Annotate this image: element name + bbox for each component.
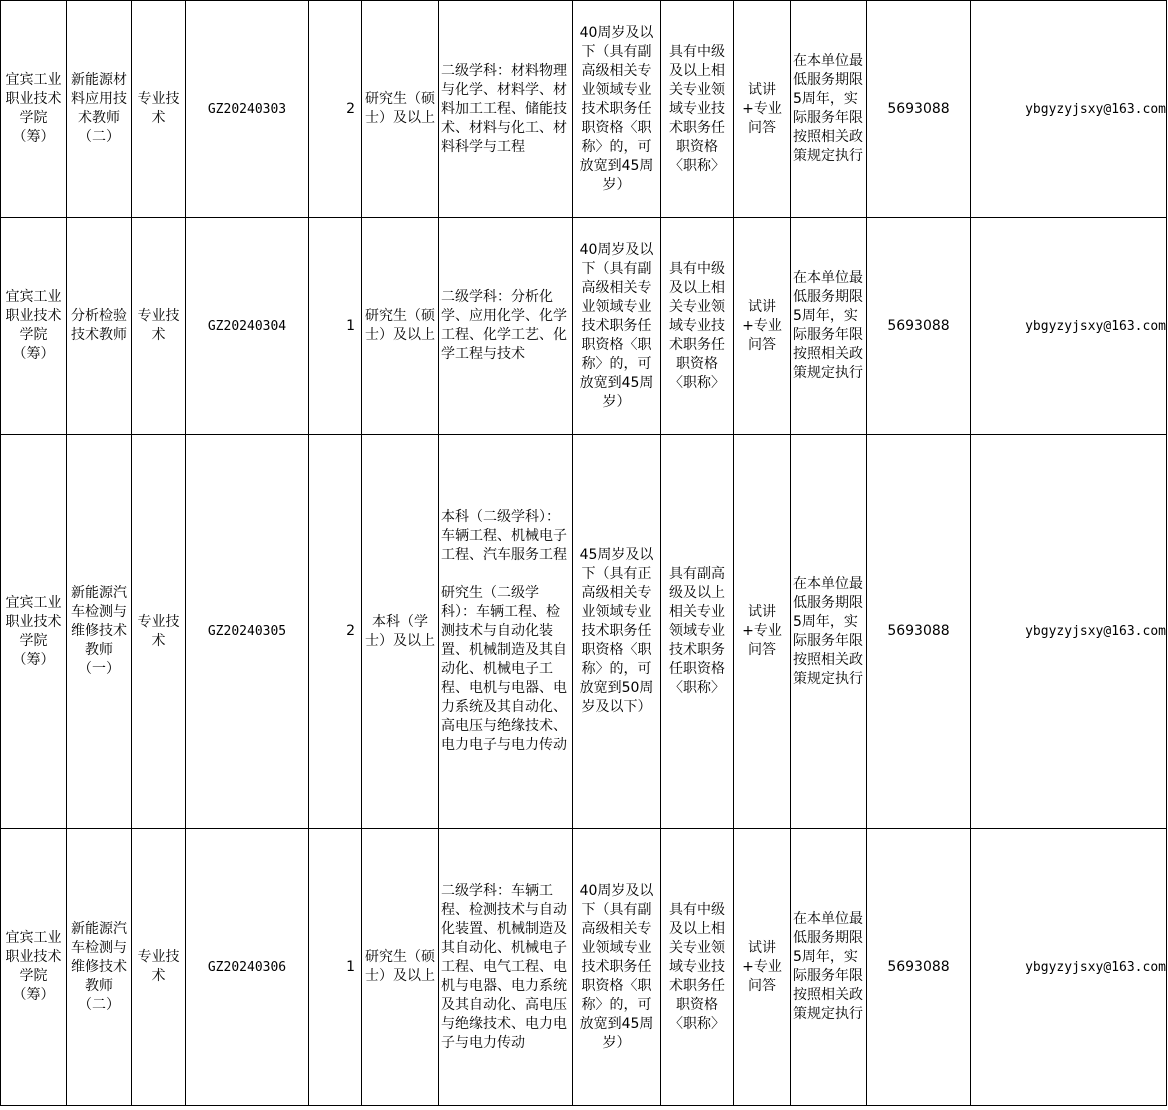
table-row xyxy=(1,1,1167,218)
qualification-cell: 具有中级及以上相关专业领域专业技术职务任职资格〈职称〉 xyxy=(661,829,734,1106)
email-cell: ybgyzyjsxy@163.com xyxy=(971,435,1167,829)
position-code-cell: GZ20240305 xyxy=(186,435,309,829)
age-cell: 40周岁及以下（具有副高级相关专业领域专业技术职务任职资格〈职称〉的，可放宽到45周岁） xyxy=(573,218,661,435)
unit-cell: 宜宾工业职业技术学院（筹） xyxy=(1,1,67,218)
phone-cell: 5693088 xyxy=(867,218,971,435)
major-cell: 本科（二级学科）：车辆工程、机械电子工程、汽车服务工程 研究生（二级学科）：车辆工程、检测技术与自动化装置、机械制造及其自动化、机械电子工程、电机与电器、电力系统及其自动化、高电压与绝缘技术、电力电子与电力传动 xyxy=(439,435,573,829)
count-cell: 1 xyxy=(309,829,362,1106)
phone-cell: 5693088 xyxy=(867,1,971,218)
count-cell: 2 xyxy=(309,435,362,829)
position-code-cell: GZ20240304 xyxy=(186,218,309,435)
category-cell: 专业技术 xyxy=(132,435,186,829)
position-cell: 分析检验技术教师 xyxy=(67,218,132,435)
phone-cell: 5693088 xyxy=(867,435,971,829)
exam-cell: 试讲+专业问答 xyxy=(734,435,791,829)
education-cell: 研究生（硕士）及以上 xyxy=(362,218,439,435)
unit-cell: 宜宾工业职业技术学院（筹） xyxy=(1,218,67,435)
service-cell: 在本单位最低服务期限5周年，实际服务年限按照相关政策规定执行 xyxy=(791,829,867,1106)
exam-cell: 试讲+专业问答 xyxy=(734,1,791,218)
position-code-cell: GZ20240306 xyxy=(186,829,309,1106)
email-cell: ybgyzyjsxy@163.com xyxy=(971,829,1167,1106)
count-cell: 2 xyxy=(309,1,362,218)
email-cell: ybgyzyjsxy@163.com xyxy=(971,218,1167,435)
major-cell: 二级学科：材料物理与化学、材料学、材料加工工程、储能技术、材料与化工、材料科学与工程 xyxy=(439,1,573,218)
category-cell: 专业技术 xyxy=(132,218,186,435)
age-cell: 40周岁及以下（具有副高级相关专业领域专业技术职务任职资格〈职称〉的，可放宽到45周岁） xyxy=(573,1,661,218)
education-cell: 研究生（硕士）及以上 xyxy=(362,829,439,1106)
position-cell: 新能源材料应用技术教师（二） xyxy=(67,1,132,218)
exam-cell: 试讲+专业问答 xyxy=(734,218,791,435)
position-code-cell: GZ20240303 xyxy=(186,1,309,218)
education-cell: 研究生（硕士）及以上 xyxy=(362,1,439,218)
exam-cell: 试讲+专业问答 xyxy=(734,829,791,1106)
category-cell: 专业技术 xyxy=(132,1,186,218)
email-cell: ybgyzyjsxy@163.com xyxy=(971,1,1167,218)
service-cell: 在本单位最低服务期限5周年，实际服务年限按照相关政策规定执行 xyxy=(791,1,867,218)
education-cell: 本科（学士）及以上 xyxy=(362,435,439,829)
age-cell: 40周岁及以下（具有副高级相关专业领域专业技术职务任职资格〈职称〉的，可放宽到45周岁） xyxy=(573,829,661,1106)
table-row xyxy=(1,435,1167,829)
category-cell: 专业技术 xyxy=(132,829,186,1106)
phone-cell: 5693088 xyxy=(867,829,971,1106)
unit-cell: 宜宾工业职业技术学院（筹） xyxy=(1,829,67,1106)
table-row xyxy=(1,829,1167,1106)
qualification-cell: 具有副高级及以上相关专业领域专业技术职务任职资格〈职称〉 xyxy=(661,435,734,829)
qualification-cell: 具有中级及以上相关专业领域专业技术职务任职资格〈职称〉 xyxy=(661,1,734,218)
unit-cell: 宜宾工业职业技术学院（筹） xyxy=(1,435,67,829)
service-cell: 在本单位最低服务期限5周年，实际服务年限按照相关政策规定执行 xyxy=(791,435,867,829)
age-cell: 45周岁及以下（具有正高级相关专业领域专业技术职务任职资格〈职称〉的，可放宽到50周岁及以下） xyxy=(573,435,661,829)
position-cell: 新能源汽车检测与维修技术教师（一） xyxy=(67,435,132,829)
table-row xyxy=(1,218,1167,435)
service-cell: 在本单位最低服务期限5周年，实际服务年限按照相关政策规定执行 xyxy=(791,218,867,435)
major-cell: 二级学科：分析化学、应用化学、化学工程、化学工艺、化学工程与技术 xyxy=(439,218,573,435)
position-cell: 新能源汽车检测与维修技术教师（二） xyxy=(67,829,132,1106)
count-cell: 1 xyxy=(309,218,362,435)
major-cell: 二级学科：车辆工程、检测技术与自动化装置、机械制造及其自动化、机械电子工程、电气工程、电机与电器、电力系统及其自动化、高电压与绝缘技术、电力电子与电力传动 xyxy=(439,829,573,1106)
qualification-cell: 具有中级及以上相关专业领域专业技术职务任职资格〈职称〉 xyxy=(661,218,734,435)
